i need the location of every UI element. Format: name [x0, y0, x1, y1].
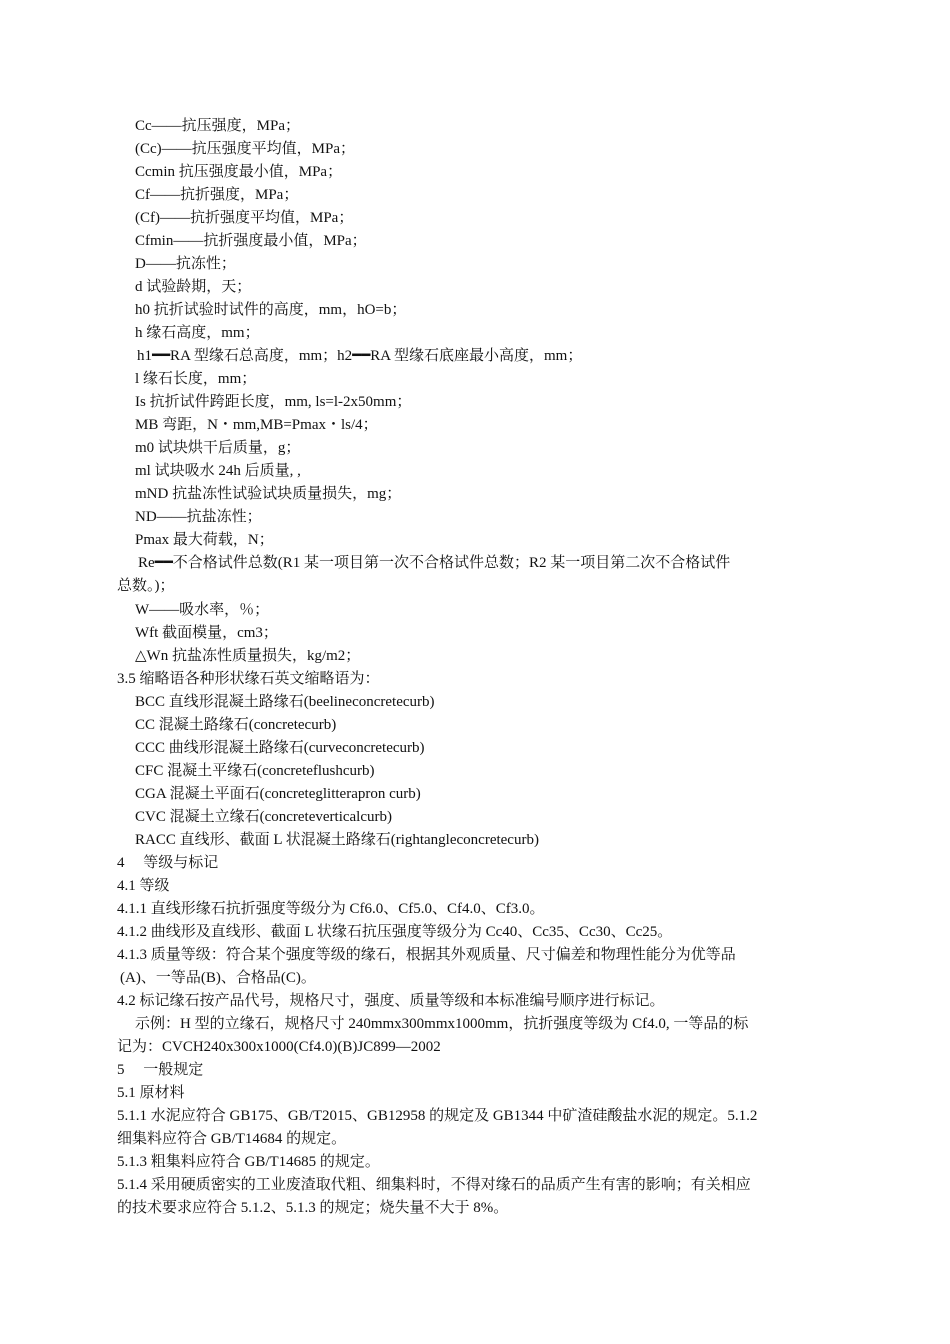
abbreviation-line: CCC 曲线形混凝土路缘石(curveconcretecurb)	[135, 740, 425, 756]
symbol-line: Cc——抗压强度，MPa；	[135, 118, 301, 134]
symbol-line: D——抗冻性；	[135, 256, 236, 272]
abbreviation-line: CGA 混凝土平面石(concreteglitterapron curb)	[135, 786, 421, 802]
clause-4-1-3-line2: (A)、一等品(B)、合格品(C)。	[120, 970, 316, 986]
symbol-line: (Cc)——抗压强度平均值，MPa；	[135, 141, 355, 157]
symbol-line: Pmax 最大荷载，N；	[135, 532, 274, 548]
symbol-line: h1━━RA 型缘石总高度，mm；h2━━RA 型缘石底座最小高度，mm；	[137, 348, 583, 364]
section-4-heading: 4 等级与标记	[117, 855, 219, 871]
example-line2: 记为：CVCH240x300x1000(Cf4.0)(B)JC899—2002	[117, 1039, 441, 1055]
symbol-line: MB 弯距，N・mm,MB=Pmax・ls/4；	[135, 417, 378, 433]
re-definition-line2: 总数。)；	[117, 578, 175, 594]
abbreviation-line: BCC 直线形混凝土路缘石(beelineconcretecurb)	[135, 694, 435, 710]
clause-5-1-3: 5.1.3 粗集料应符合 GB/T14685 的规定。	[117, 1154, 380, 1170]
section-4-1-heading: 4.1 等级	[117, 878, 170, 894]
symbol-line: Cfmin——抗折强度最小值，MPa；	[135, 233, 367, 249]
example-line1: 示例：H 型的立缘石，规格尺寸 240mmx300mmx1000mm，抗折强度等级为 Cf4.0, 一等品的标	[135, 1016, 749, 1032]
symbol-line: △Wn 抗盐冻性质量损失，kg/m2；	[135, 648, 361, 664]
section-3-5-heading: 3.5 缩略语各种形状缘石英文缩略语为：	[117, 671, 380, 687]
section-5-1-heading: 5.1 原材料	[117, 1085, 185, 1101]
abbreviation-line: CVC 混凝土立缘石(concreteverticalcurb)	[135, 809, 393, 825]
clause-5-1-4-line1: 5.1.4 采用硬质密实的工业废渣取代粗、细集料时，不得对缘石的品质产生有害的影响；有关相应	[117, 1177, 751, 1193]
abbreviation-line: CC 混凝土路缘石(concretecurb)	[135, 717, 337, 733]
clause-4-1-2: 4.1.2 曲线形及直线形、截面 L 状缘石抗压强度等级分为 Cc40、Cc35、Cc30、Cc25。	[117, 924, 673, 940]
clause-4-1-3-line1: 4.1.3 质量等级：符合某个强度等级的缘石，根据其外观质量、尺寸偏差和物理性能分为优等品	[117, 947, 736, 963]
abbreviation-line: CFC 混凝土平缘石(concreteflushcurb)	[135, 763, 375, 779]
clause-4-1-1: 4.1.1 直线形缘石抗折强度等级分为 Cf6.0、Cf5.0、Cf4.0、Cf3.0。	[117, 901, 545, 917]
symbol-line: Cf——抗折强度，MPa；	[135, 187, 299, 203]
section-5-heading: 5 一般规定	[117, 1062, 204, 1078]
symbol-line: h 缘石高度，mm；	[135, 325, 260, 341]
abbreviation-line: RACC 直线形、截面 L 状混凝土路缘石(rightangleconcretecurb)	[135, 832, 539, 848]
symbol-line: h0 抗折试验时试件的高度，mm，hO=b；	[135, 302, 407, 318]
clause-4-2: 4.2 标记缘石按产品代号，规格尺寸，强度、质量等级和本标准编号顺序进行标记。	[117, 993, 665, 1009]
clause-5-1-1-line2: 细集料应符合 GB/T14684 的规定。	[117, 1131, 347, 1147]
symbol-line: Wft 截面模量，cm3；	[135, 625, 278, 641]
symbol-line: ml 试块吸水 24h 后质量, ,	[135, 463, 301, 479]
clause-5-1-4-line2: 的技术要求应符合 5.1.2、5.1.3 的规定；烧失量不大于 8%。	[117, 1200, 509, 1216]
symbol-line: Is 抗折试件跨距长度，mm, ls=l-2x50mm；	[135, 394, 412, 410]
clause-5-1-1-line1: 5.1.1 水泥应符合 GB175、GB/T2015、GB12958 的规定及 GB1344 中矿渣硅酸盐水泥的规定。5.1.2	[117, 1108, 758, 1124]
re-definition-line1: Re━━不合格试件总数(R1 某一项目第一次不合格试件总数；R2 某一项目第二次不合格试件	[138, 555, 731, 571]
symbol-line: (Cf)——抗折强度平均值，MPa；	[135, 210, 354, 226]
symbol-line: mND 抗盐冻性试验试块质量损失，mg；	[135, 486, 402, 502]
symbol-line: l 缘石长度，mm；	[135, 371, 257, 387]
symbol-line: ND——抗盐冻性；	[135, 509, 262, 525]
symbol-line: W——吸水率，％；	[135, 602, 270, 618]
symbol-line: d 试验龄期，天；	[135, 279, 252, 295]
symbol-line: m0 试块烘干后质量，g；	[135, 440, 301, 456]
symbol-line: Ccmin 抗压强度最小值，MPa；	[135, 164, 343, 180]
